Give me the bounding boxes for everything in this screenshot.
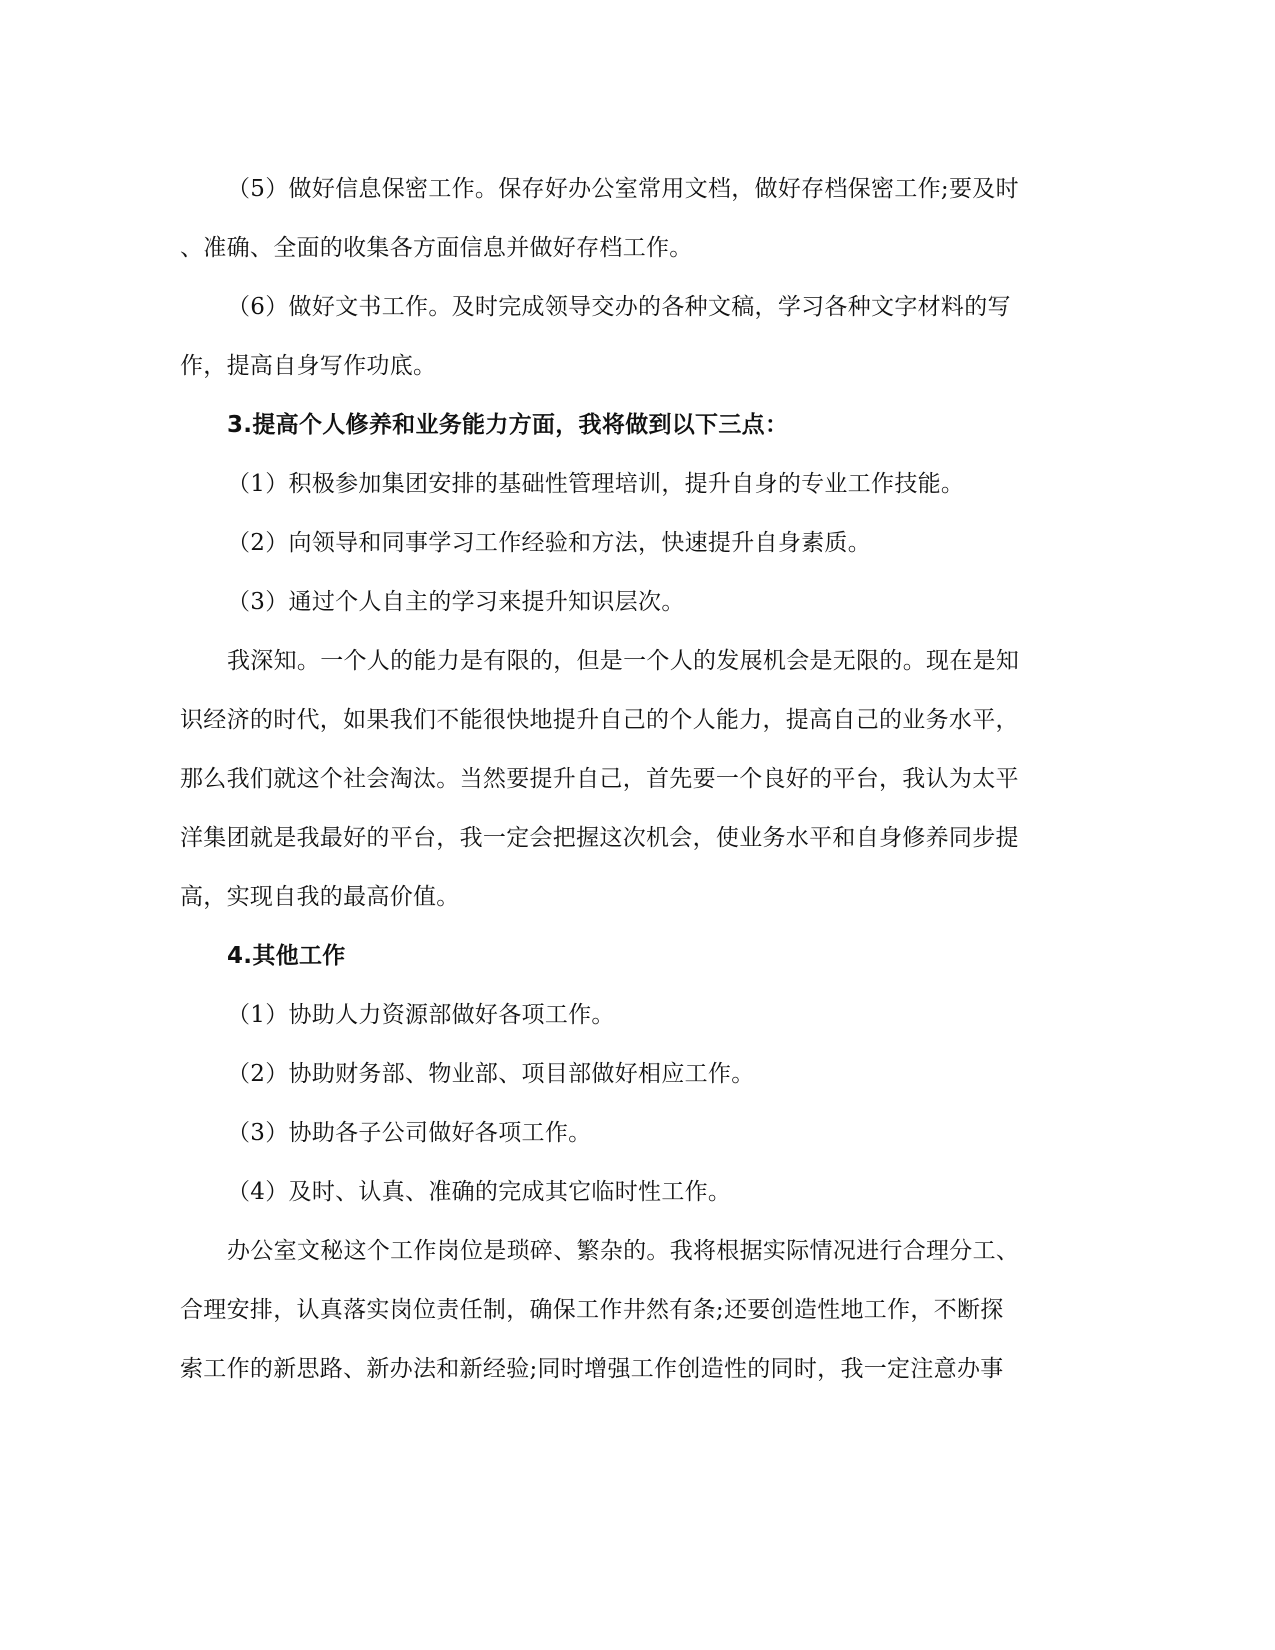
paragraph-line: 高，实现自我的最高价值。 — [180, 884, 460, 910]
paragraph-line: （5）做好信息保密工作。保存好办公室常用文档，做好存档保密工作;要及时 — [227, 176, 1019, 202]
list-item: （3）协助各子公司做好各项工作。 — [227, 1120, 592, 1146]
section-heading: 3.提高个人修养和业务能力方面，我将做到以下三点： — [227, 412, 789, 438]
paragraph-line: 我深知。一个人的能力是有限的，但是一个人的发展机会是无限的。现在是知 — [227, 648, 1020, 674]
paragraph-line: 那么我们就这个社会淘汰。当然要提升自己，首先要一个良好的平台，我认为太平 — [180, 766, 1019, 792]
list-item: （2）向领导和同事学习工作经验和方法，快速提升自身素质。 — [227, 530, 872, 556]
paragraph-line: 索工作的新思路、新办法和新经验;同时增强工作创造性的同时，我一定注意办事 — [180, 1356, 1004, 1382]
list-item: （4）及时、认真、准确的完成其它临时性工作。 — [227, 1179, 732, 1205]
section-heading: 4.其他工作 — [227, 943, 346, 969]
paragraph-line: 办公室文秘这个工作岗位是琐碎、繁杂的。我将根据实际情况进行合理分工、 — [227, 1238, 1020, 1264]
paragraph-line: 洋集团就是我最好的平台，我一定会把握这次机会，使业务水平和自身修养同步提 — [180, 825, 1019, 851]
paragraph-line: 作，提高自身写作功底。 — [180, 353, 437, 379]
paragraph-line: （6）做好文书工作。及时完成领导交办的各种文稿，学习各种文字材料的写 — [227, 294, 1011, 320]
list-item: （1）协助人力资源部做好各项工作。 — [227, 1002, 615, 1028]
list-item: （2）协助财务部、物业部、项目部做好相应工作。 — [227, 1061, 755, 1087]
list-item: （3）通过个人自主的学习来提升知识层次。 — [227, 589, 685, 615]
paragraph-line: 、准确、全面的收集各方面信息并做好存档工作。 — [180, 235, 693, 261]
paragraph-line: 识经济的时代，如果我们不能很快地提升自己的个人能力，提高自己的业务水平， — [180, 707, 1019, 733]
list-item: （1）积极参加集团安排的基础性管理培训，提升自身的专业工作技能。 — [227, 471, 965, 497]
document-body — [180, 160, 1050, 1399]
paragraph-line: 合理安排，认真落实岗位责任制，确保工作井然有条;还要创造性地工作，不断探 — [180, 1297, 1004, 1323]
